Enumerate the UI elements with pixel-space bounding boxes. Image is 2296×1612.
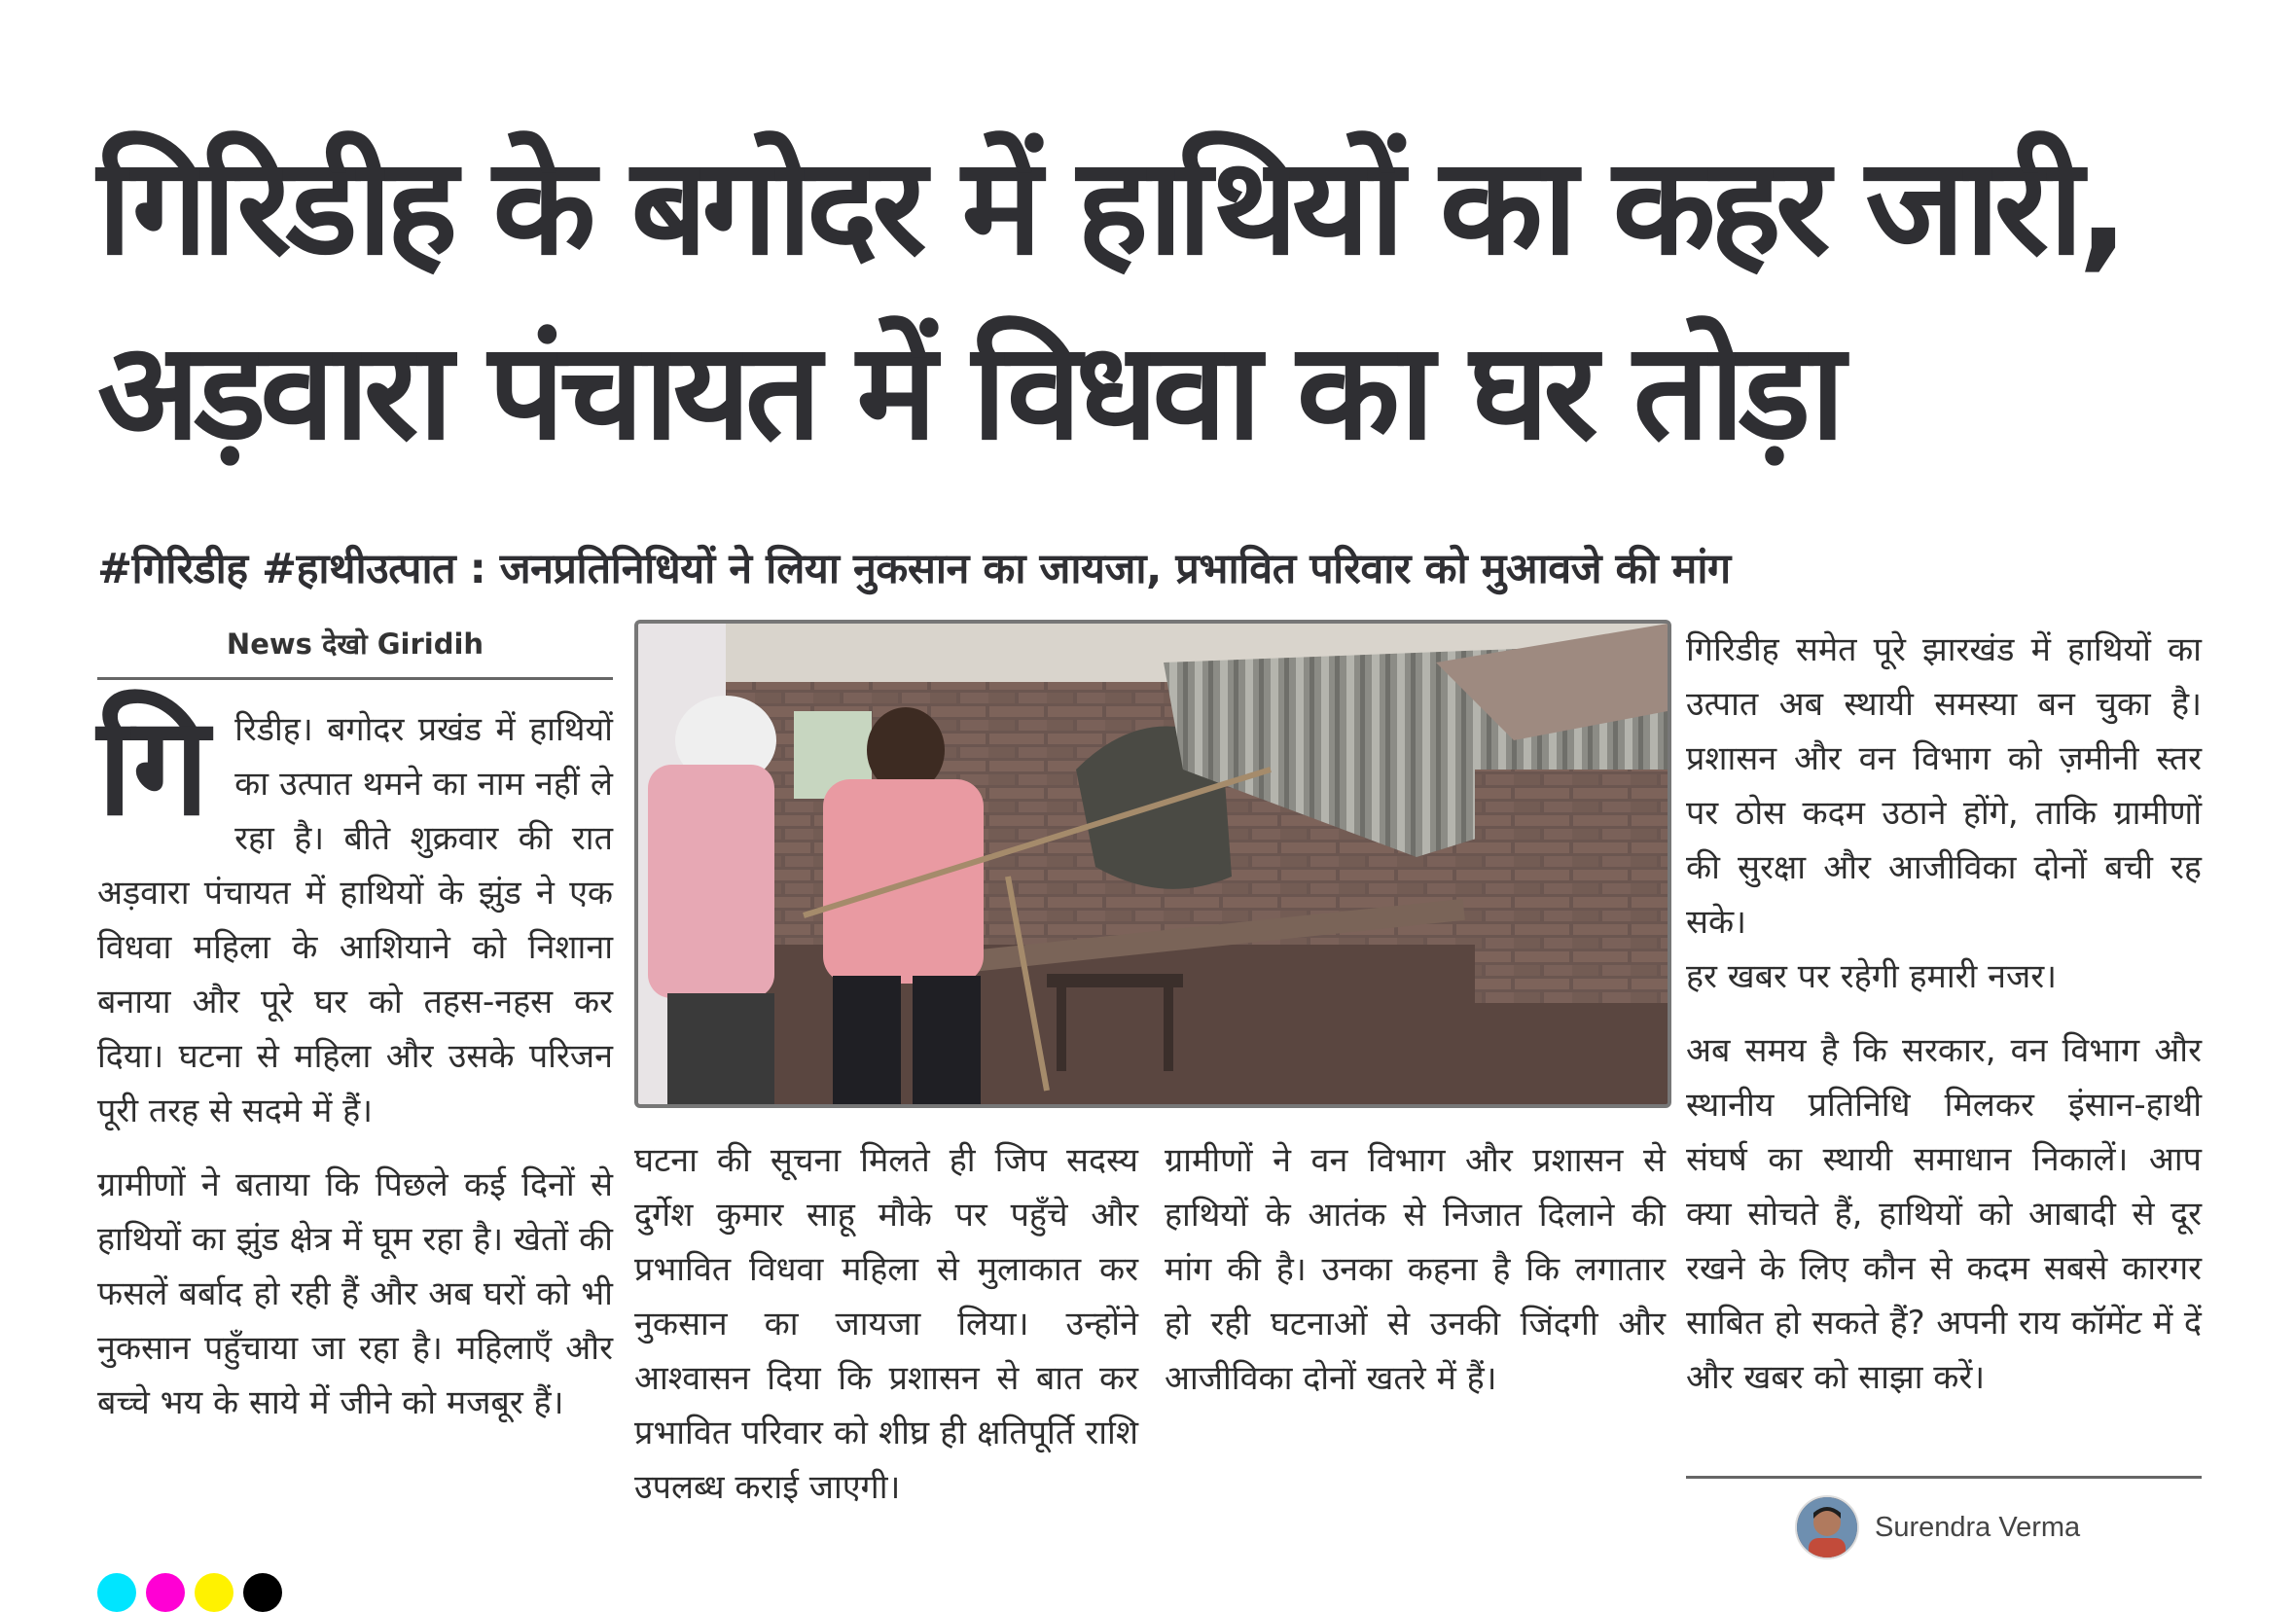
subheadline: #गिरिडीह #हाथीउत्पात : जनप्रतिनिधियों ने लिया नुकसान का जायजा, प्रभावित परिवार को मुआवजे की मांग — [97, 545, 1731, 593]
paragraph: हर खबर पर रहेगी हमारी नजर। — [1686, 957, 2058, 996]
black-dot — [243, 1573, 282, 1612]
yellow-dot — [195, 1573, 233, 1612]
paragraph: घटना की सूचना मिलते ही जिप सदस्य दुर्गेश कुमार साहू मौके पर पहुँचे और प्रभावित विधवा महिला से मुलाकात कर नुकसान का जायजा लिया। उन्होंने आश्वासन दिया कि प्रशासन से बात कर प्रभावित परिवार को शीघ्र ही क्षतिपूर्ति राशि उपलब्ध कराई जाएगी। — [634, 1141, 1138, 1507]
paragraph-text: रिडीह। बगोदर प्रखंड में हाथियों का उत्पात थमने का नाम नहीं ले रहा है। बीते शुक्रवार की रात अड़वारा पंचायत में हाथियों के झुंड ने एक विधवा महिला के आशियाने को निशाना बनाया और पूरे घर को तहस-नहस कर दिया। घटना से महिला और उसके परिजन पूरी तरह से सदमे में हैं। — [97, 710, 613, 1130]
author-name: Surendra Verma — [1875, 1511, 2081, 1543]
byline: News देखो Giridih — [226, 627, 484, 661]
paragraph: अब समय है कि सरकार, वन विभाग और स्थानीय प्रतिनिधि मिलकर इंसान-हाथी संघर्ष का स्थायी समाधान निकालें। आप क्या सोचते हैं, हाथियों को आबादी से दूर रखने के लिए कौन से कदम सबसे कारगर साबित हो सकते हैं? अपनी राय कॉमेंट में दें और खबर को साझा करें। — [1686, 1031, 2202, 1397]
damaged-house-photo — [638, 624, 1668, 1104]
headline-line-1: गिरिडीह के बगोदर में हाथियों का कहर जारी, — [97, 128, 2124, 285]
article-column-4 — [1686, 623, 2202, 1424]
drop-cap: गि — [97, 688, 210, 846]
paragraph — [97, 688, 613, 1138]
author-avatar — [1795, 1495, 1859, 1559]
headline — [97, 115, 2218, 484]
registration-marks — [97, 1573, 282, 1612]
byline-divider — [97, 677, 613, 680]
person-icon — [1797, 1497, 1857, 1558]
paragraph: ग्रामीणों ने बताया कि पिछले कई दिनों से हाथियों का झुंड क्षेत्र में घूम रहा है। खेतों की फसलें बर्बाद हो रही हैं और अब घरों को भी नुकसान पहुँचाया जा रहा है। महिलाएँ और बच्चे भय के साये में जीने को मजबूर हैं। — [97, 1165, 613, 1422]
magenta-dot — [146, 1573, 185, 1612]
headline-line-2: अड़वारा पंचायत में विधवा का घर तोड़ा — [97, 313, 1840, 470]
cyan-dot — [97, 1573, 136, 1612]
article-column-2 — [634, 1133, 1138, 1534]
article-column-1 — [97, 688, 613, 1450]
news-photo — [634, 620, 1671, 1108]
author-divider — [1686, 1476, 2202, 1479]
paragraph: ग्रामीणों ने वन विभाग और प्रशासन से हाथियों के आतंक से निजात दिलाने की मांग की है। उनका कहना है कि लगातार हो रही घटनाओं से उनकी जिंदगी और आजीविका दोनों खतरे में हैं। — [1165, 1141, 1666, 1398]
article-column-3 — [1165, 1133, 1666, 1425]
author-credit — [1795, 1495, 2080, 1559]
paragraph: गिरिडीह समेत पूरे झारखंड में हाथियों का उत्पात अब स्थायी समस्या बन चुका है। प्रशासन और वन विभाग को ज़मीनी स्तर पर ठोस कदम उठाने होंगे, ताकि ग्रामीणों की सुरक्षा और आजीविका दोनों बची रह सके। — [1686, 630, 2202, 942]
